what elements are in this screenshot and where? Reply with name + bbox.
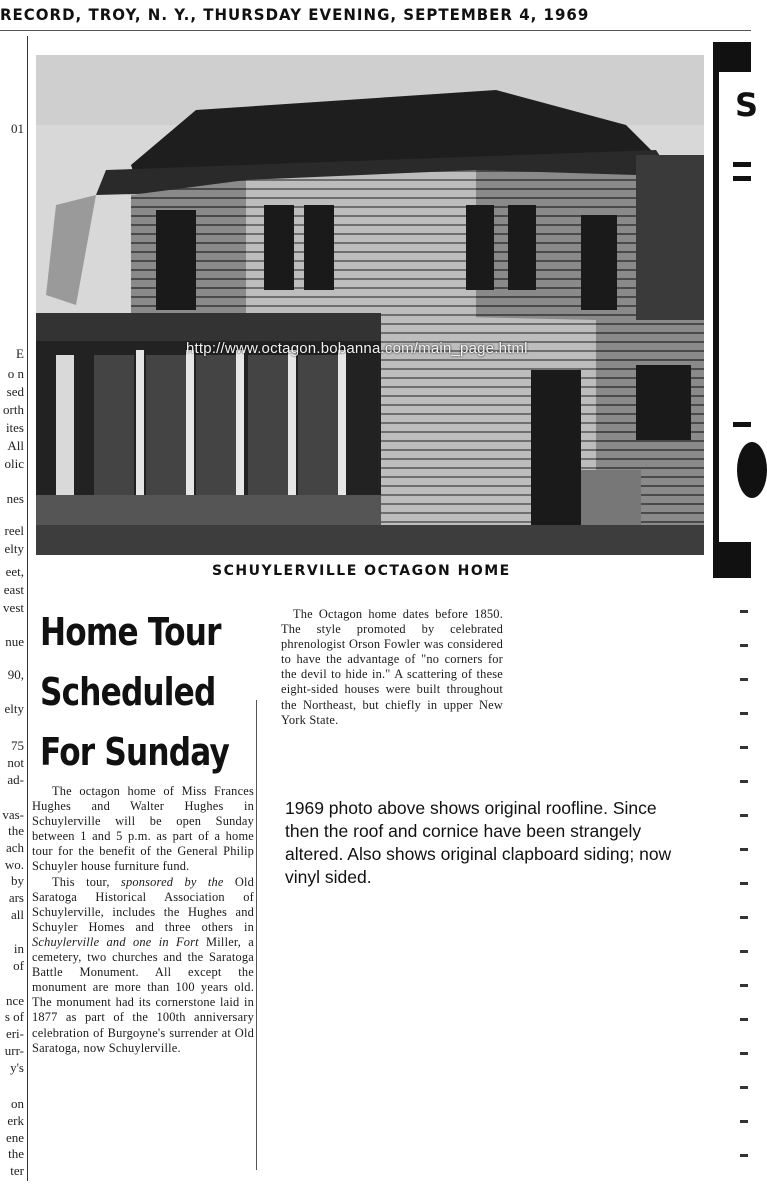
adjacent-column-fragments	[0, 0, 26, 1200]
fragment-text: vest	[3, 600, 24, 615]
fragment-text: ad-	[7, 772, 24, 787]
fragment-text: 01	[11, 121, 24, 136]
fragment-text: wo.	[4, 857, 24, 872]
fragment-text: nce	[5, 993, 24, 1008]
fragment-text: elty	[4, 701, 24, 716]
fragment-text: ites	[5, 420, 24, 435]
fragment-text: vas-	[2, 807, 24, 822]
headline-line-2: Scheduled	[40, 670, 216, 714]
adjacent-ad-fragment: S	[713, 42, 751, 578]
fragment-text: elty	[4, 541, 24, 556]
fragment-text: olic	[4, 456, 24, 471]
column-rule-middle	[256, 700, 257, 1170]
fragment-text: nue	[5, 634, 24, 649]
sidebar-paragraph: The Octagon home dates before 1850. The style promoted by celebrated phrenologist Orson Fowler was considered to have the advantage of "no corners for the devil to hide in." A scattering of these eight-sided houses were built throughout the Northeast, but chiefly in upper New York State.	[281, 607, 503, 727]
octagon-house-photo	[36, 55, 704, 555]
fragment-text: y's	[10, 1060, 24, 1075]
fragment-text: sed	[6, 384, 24, 399]
article-paragraph-2: This tour, sponsored by the Old Saratoga Historical Association of Schuylerville, includes the Hughes and Schuyler Homes and three others in Schuylerville and one in Fort Miller, a cemetery, two churches and the Saratoga Battle Monument. All except the monument are more than 100 years old. The monument had its cornerstone laid in 1877 as part of the 100th anniversary celebration of Burgoyne's surrender at Old Saratoga, now Schuylerville.	[32, 874, 255, 1055]
fragment-text: on	[11, 1096, 24, 1111]
fragment-text: ars	[8, 890, 24, 905]
article-headline	[40, 602, 229, 782]
source-url-watermark: http://www.octagon.bobanna.com/main_page.html	[186, 340, 528, 357]
fragment-text: erk	[7, 1113, 24, 1128]
fragment-text: urr-	[4, 1043, 24, 1058]
headline-line-3: For Sunday	[40, 730, 229, 774]
fragment-text: by	[11, 873, 24, 888]
photo-caption: SCHUYLERVILLE OCTAGON HOME	[212, 563, 511, 579]
newspaper-masthead: RECORD, TROY, N. Y., THURSDAY EVENING, SEPTEMBER 4, 1969	[0, 5, 590, 25]
fragment-text: orth	[3, 402, 24, 417]
fragment-text: east	[3, 582, 24, 597]
fragment-text: eet,	[5, 564, 24, 579]
fragment-text: of	[13, 958, 24, 973]
fragment-text: all	[11, 907, 24, 922]
annotation-note: 1969 photo above shows original roofline. Since then the roof and cornice have been strangely altered. Also shows original clapboard siding; now vinyl sided.	[285, 798, 672, 887]
fragment-text: s of	[4, 1009, 24, 1024]
fragment-text: All	[7, 438, 24, 453]
fragment-text: o n	[7, 366, 24, 381]
article-paragraph-1: The octagon home of Miss Frances Hughes and Walter Hughes in Schuylerville will be open Sunday between 1 and 5 p.m. as part of a home tour for the benefit of the General Philip Schuyler house furniture fund.	[32, 784, 254, 874]
house-illustration	[36, 55, 704, 555]
fragment-text: 90,	[7, 667, 24, 682]
column-rule-left	[27, 36, 28, 1181]
article-body	[32, 784, 254, 1056]
adjacent-column-marks	[740, 600, 751, 1190]
fragment-text: reel	[4, 523, 24, 538]
fragment-text: in	[13, 941, 24, 956]
fragment-text: ene	[5, 1130, 24, 1145]
fragment-text: E	[16, 346, 24, 361]
fragment-text: not	[7, 755, 24, 770]
masthead-rule	[0, 30, 751, 31]
fragment-text: the	[8, 1146, 24, 1161]
fragment-text: the	[8, 823, 24, 838]
fragment-text: ter	[10, 1163, 24, 1178]
fragment-text: eri-	[5, 1026, 24, 1041]
fragment-text: nes	[6, 491, 24, 506]
fragment-text: 75	[11, 738, 24, 753]
headline-line-1: Home Tour	[40, 610, 221, 654]
fragment-text: ach	[5, 840, 24, 855]
octagon-sidebar-article	[281, 607, 503, 728]
